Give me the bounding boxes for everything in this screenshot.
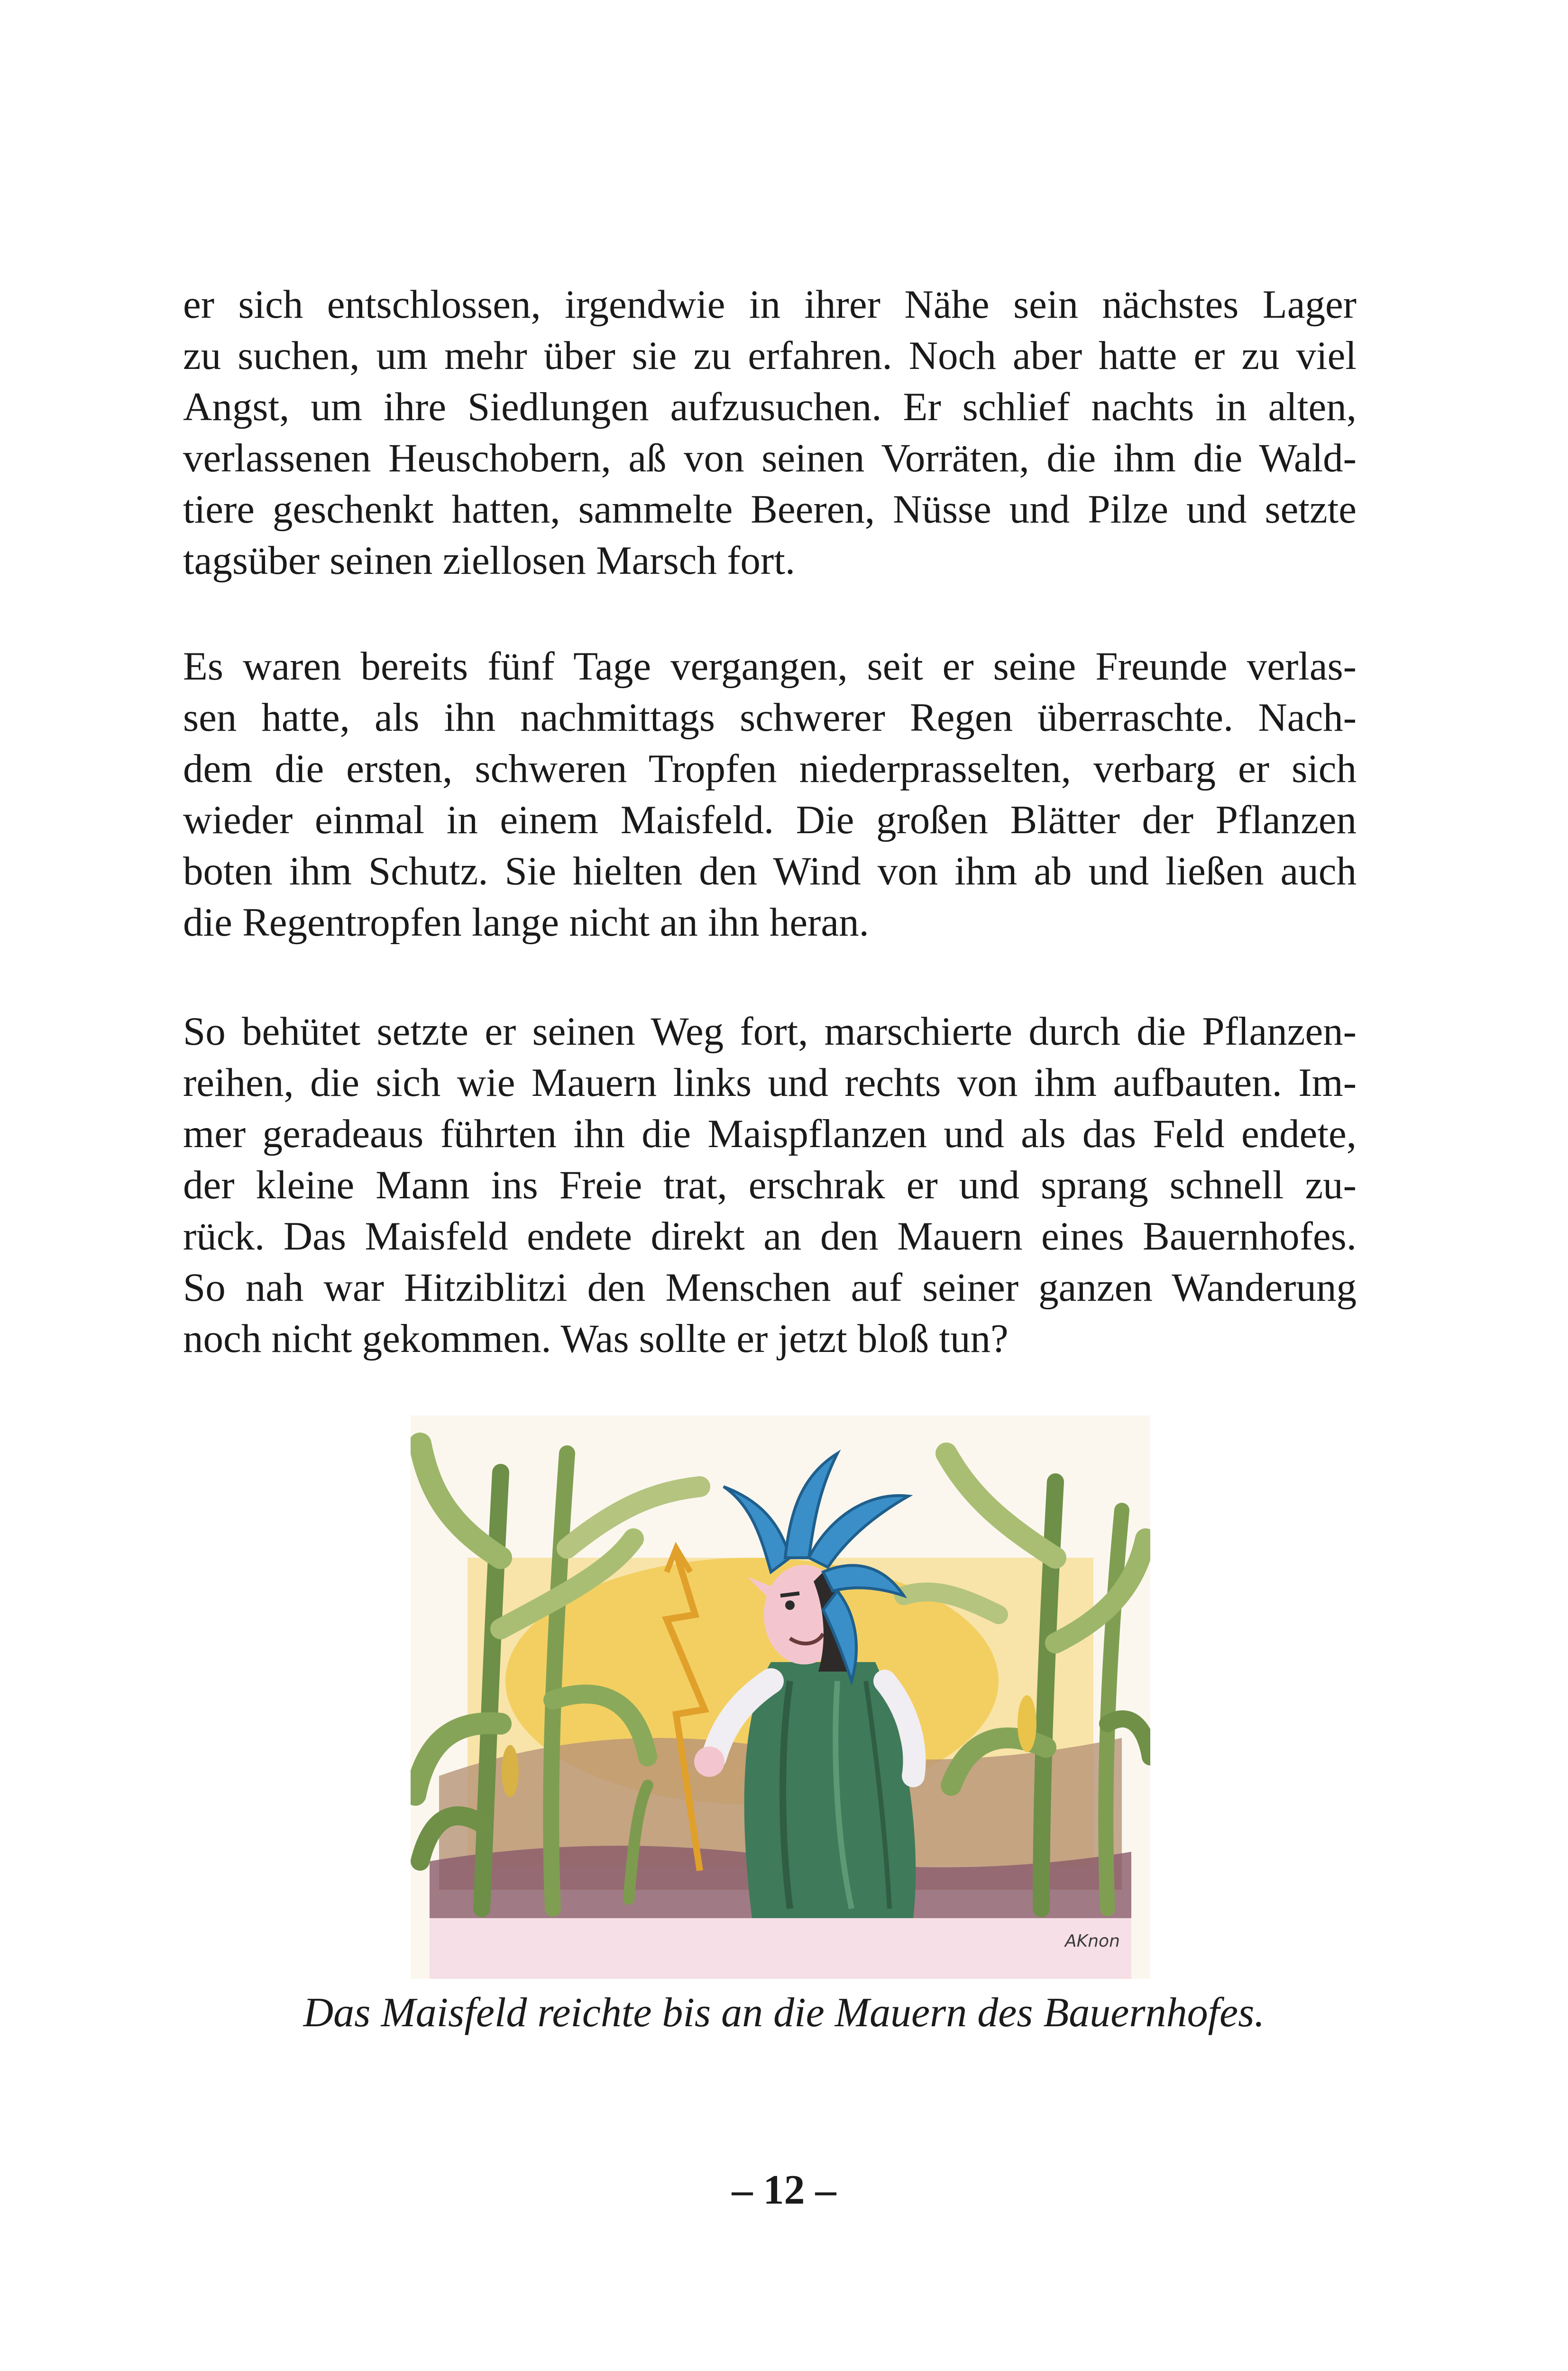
text-line: So behütet setzte er seinen Weg fort, marschierte durch die Pflanzen- (183, 1009, 1357, 1054)
text-line: boten ihm Schutz. Sie hielten den Wind von ihm ab und ließen auch (183, 849, 1357, 893)
illustration-caption: Das Maisfeld reichte bis an die Mauern des Bauernhofes. (303, 1990, 1265, 2036)
text-line: tagsüber seinen ziellosen Marsch fort. (183, 538, 796, 583)
paragraph-2 (183, 641, 1357, 948)
text-line: wieder einmal in einem Maisfeld. Die großen Blätter der Pflanzen (183, 798, 1357, 842)
text-line: verlassenen Heuschobern, aß von seinen Vorräten, die ihm die Wald- (183, 436, 1357, 480)
artist-signature: AKnon (1065, 1931, 1120, 1951)
cornfield-illustration (411, 1415, 1150, 1979)
text-line: der kleine Mann ins Freie trat, erschrak er und sprang schnell zu- (183, 1163, 1357, 1207)
paragraph-1 (183, 279, 1357, 586)
text-line: Angst, um ihre Siedlungen aufzusuchen. Er schlief nachts in alten, (183, 385, 1357, 429)
text-line: reihen, die sich wie Mauern links und rechts von ihm aufbauten. Im- (183, 1060, 1357, 1105)
text-line: Es waren bereits fünf Tage vergangen, seit er seine Freunde verlas- (183, 644, 1357, 689)
text-line: er sich entschlossen, irgendwie in ihrer Nähe sein nächstes Lager (183, 282, 1357, 327)
text-line: noch nicht gekommen. Was sollte er jetzt bloß tun? (183, 1316, 1009, 1361)
text-line: So nah war Hitziblitzi den Menschen auf seiner ganzen Wanderung (183, 1265, 1357, 1310)
text-line: tiere geschenkt hatten, sammelte Beeren, Nüsse und Pilze und setzte (183, 487, 1357, 532)
text-line: rück. Das Maisfeld endete direkt an den Mauern eines Bauernhofes. (183, 1214, 1357, 1259)
text-line: sen hatte, als ihn nachmittags schwerer Regen überraschte. Nach- (183, 695, 1357, 740)
illustration-drawing (411, 1415, 1150, 1979)
text-line: mer geradeaus führten ihn die Maispflanzen und als das Feld endete, (183, 1112, 1357, 1156)
paragraph-3 (183, 1006, 1357, 1364)
text-line: dem die ersten, schweren Tropfen niederprasselten, verbarg er sich (183, 746, 1357, 791)
text-line: zu suchen, um mehr über sie zu erfahren. Noch aber hatte er zu viel (183, 333, 1357, 378)
text-line: die Regentropfen lange nicht an ihn heran. (183, 900, 869, 945)
page-number: – 12 – (732, 2167, 836, 2213)
